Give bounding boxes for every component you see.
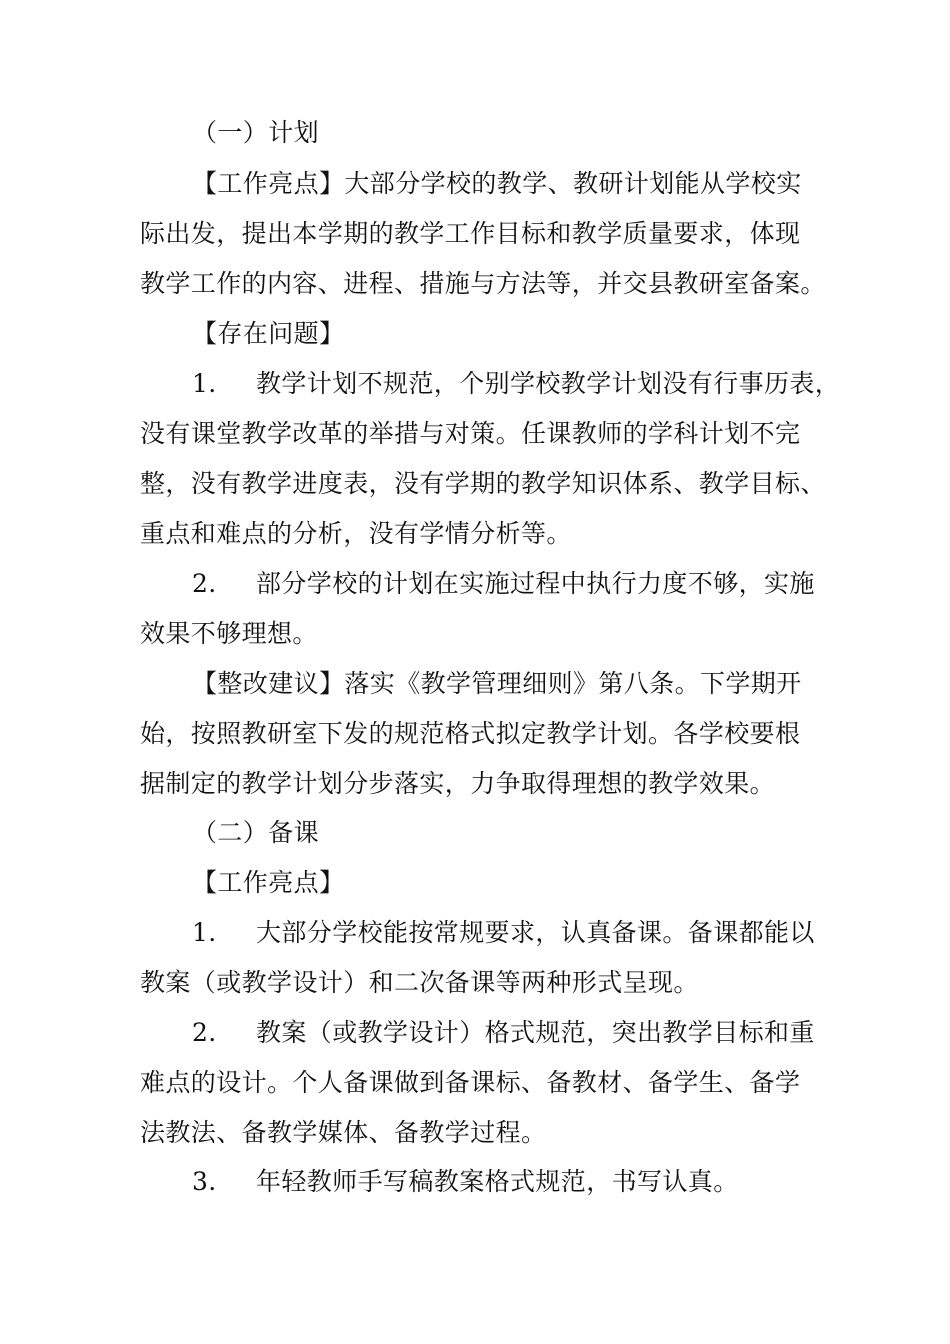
paragraph-line: 整，没有教学进度表，没有学期的教学知识体系、教学目标、 bbox=[140, 469, 826, 498]
item-text: 教学计划不规范，个别学校教学计划没有行事历表， bbox=[256, 369, 841, 398]
paragraph-line: 没有课堂教学改革的举措与对策。任课教师的学科计划不完 bbox=[140, 419, 801, 448]
paragraph-line: 教学工作的内容、进程、措施与方法等，并交县教研室备案。 bbox=[140, 269, 826, 298]
paragraph-line: 据制定的教学计划分步落实，力争取得理想的教学效果。 bbox=[140, 769, 776, 798]
paragraph-text: 大部分学校的教学、教研计划能从学校实 bbox=[344, 169, 802, 198]
highlight-label: 【工作亮点】 bbox=[192, 868, 345, 897]
item-number: 1. bbox=[192, 918, 217, 947]
item-number: 2. bbox=[192, 1018, 217, 1047]
numbered-item-line bbox=[192, 1165, 739, 1199]
numbered-item-line bbox=[192, 1016, 815, 1050]
section-heading: （二）备课 bbox=[192, 818, 320, 847]
paragraph-line: 重点和难点的分析，没有学情分析等。 bbox=[140, 519, 572, 548]
paragraph-line bbox=[192, 167, 802, 201]
suggest-label: 【整改建议】 bbox=[192, 669, 345, 698]
section-heading: （一）计划 bbox=[192, 118, 320, 147]
item-text: 教案（或教学设计）格式规范，突出教学目标和重 bbox=[256, 1018, 815, 1047]
item-number: 2. bbox=[192, 569, 217, 598]
item-number: 3. bbox=[192, 1167, 217, 1196]
highlight-label: 【工作亮点】 bbox=[192, 169, 345, 198]
item-text: 部分学校的计划在实施过程中执行力度不够，实施 bbox=[256, 569, 815, 598]
item-text: 大部分学校能按常规要求，认真备课。备课都能以 bbox=[256, 918, 815, 947]
problems-label: 【存在问题】 bbox=[192, 319, 345, 348]
paragraph-line: 法教法、备教学媒体、备教学过程。 bbox=[140, 1118, 547, 1147]
paragraph-line: 效果不够理想。 bbox=[140, 619, 318, 648]
item-number: 1. bbox=[192, 369, 217, 398]
numbered-item-line bbox=[192, 567, 815, 601]
item-text: 年轻教师手写稿教案格式规范，书写认真。 bbox=[256, 1167, 739, 1196]
numbered-item-line bbox=[192, 916, 815, 950]
paragraph-line: 始，按照教研室下发的规范格式拟定教学计划。各学校要根 bbox=[140, 719, 801, 748]
paragraph-line: 难点的设计。个人备课做到备课标、备教材、备学生、备学 bbox=[140, 1068, 801, 1097]
paragraph-line: 际出发，提出本学期的教学工作目标和教学质量要求，体现 bbox=[140, 219, 801, 248]
numbered-item-line bbox=[192, 367, 840, 401]
paragraph-text: 落实《教学管理细则》第八条。下学期开 bbox=[344, 669, 802, 698]
paragraph-line: 教案（或教学设计）和二次备课等两种形式呈现。 bbox=[140, 968, 699, 997]
paragraph-line bbox=[192, 667, 802, 701]
